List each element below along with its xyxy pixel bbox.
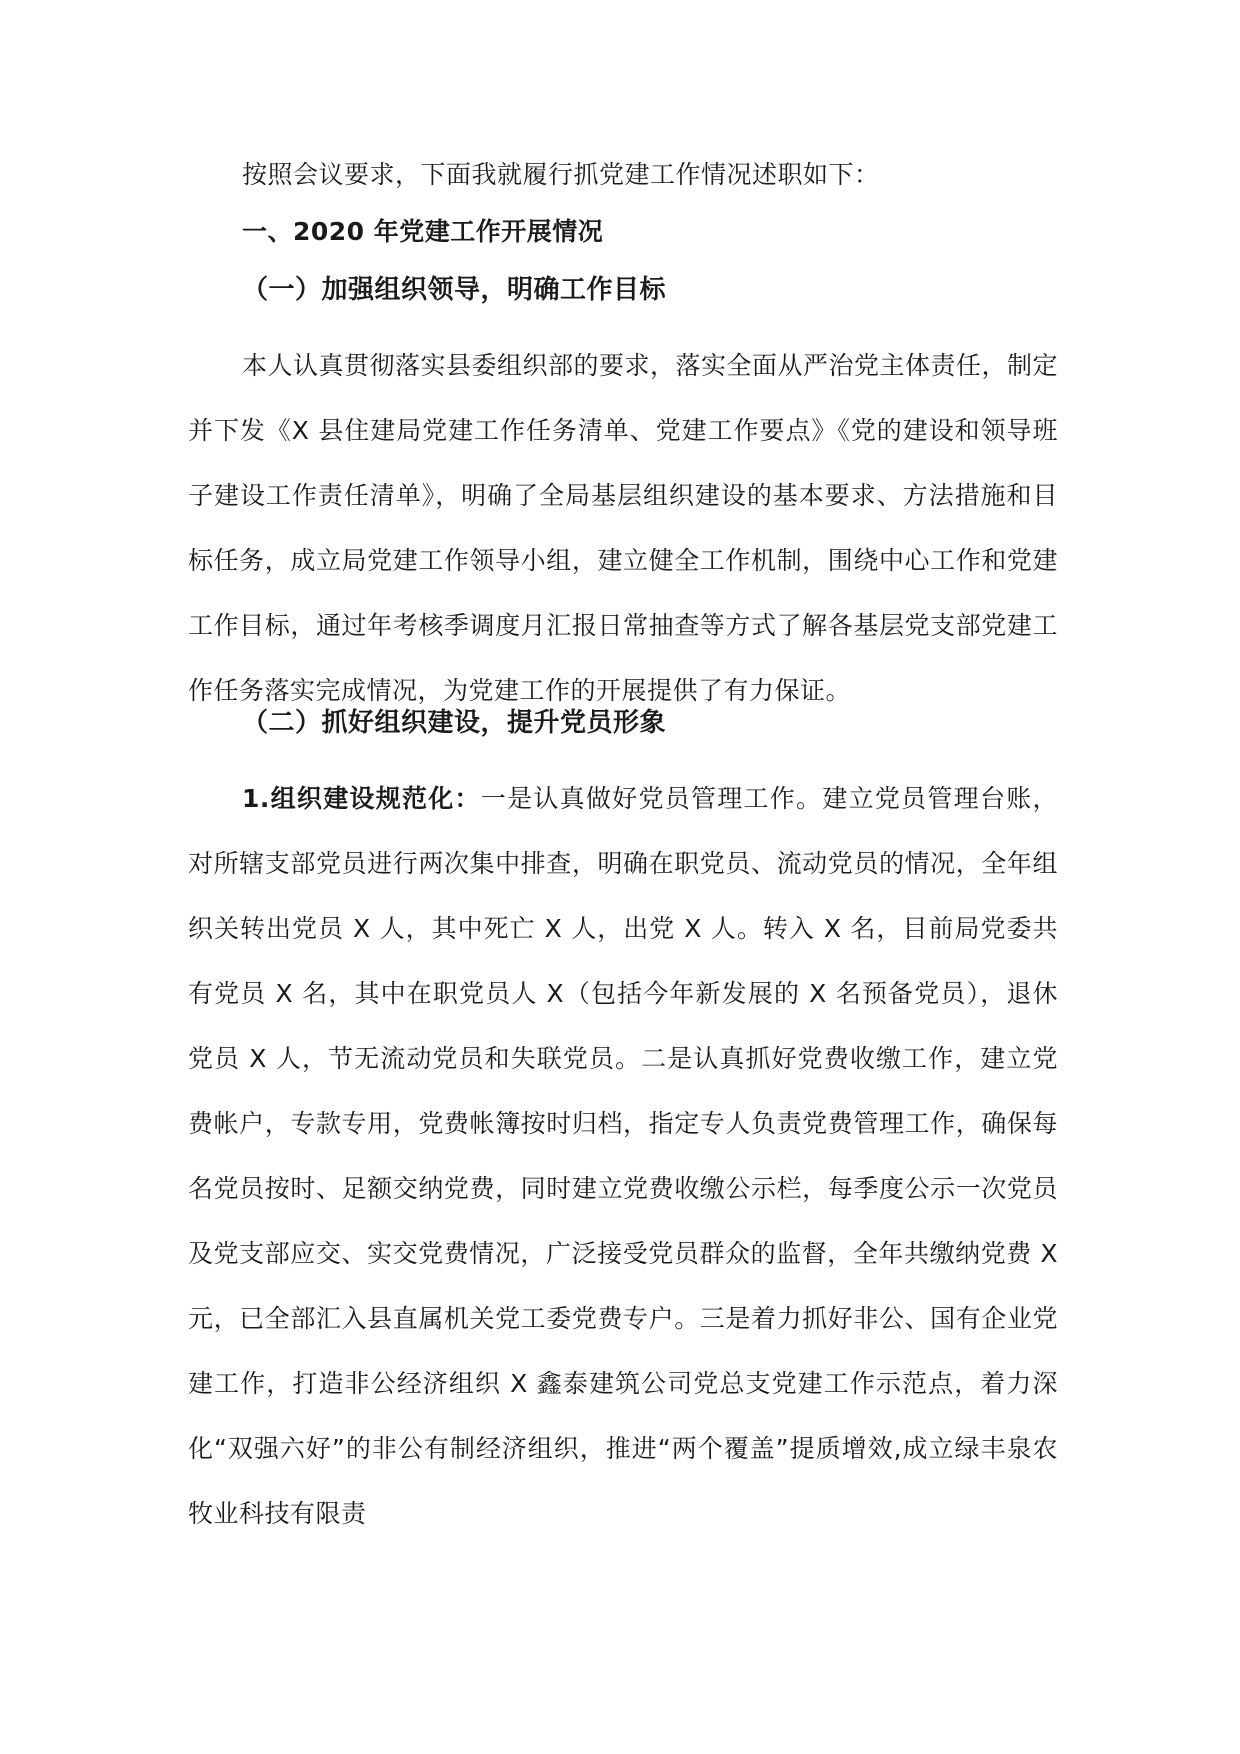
subsection-1-body: 本人认真贯彻落实县委组织部的要求，落实全面从严治党主体责任，制定并下发《X 县住建局党建工作任务清单、党建工作要点》《党的建设和领导班子建设工作责任清单》，明确了全局基层组织建设的基本要求、方法措施和目标任务，成立局党建工作领导小组，建立健全工作机制，围绕中心工作和党建工作目标，通过年考核季调度月汇报日常抽查等方式了解各基层党支部党建工作任务落实完成情况，为党建工作的开展提供了有力保证。 <box>188 351 1059 705</box>
item-1-body: 一是认真做好党员管理工作。建立党员管理台账，对所辖支部党员进行两次集中排查，明确在职党员、流动党员的情况，全年组织关转出党员 X 人，其中死亡 X 人，出党 X 人。转入 X 名，目前局党委共有党员 X 名，其中在职党员人 X（包括今年新发展的 X 名预备党员），退休党员 X 人，节无流动党员和失联党员。二是认真抓好党费收缴工作，建立党费帐户，专款专用，党费帐簿按时归档，指定专人负责党费管理工作，确保每名党员按时、足额交纳党费，同时建立党费收缴公示栏，每季度公示一次党员及党支部应交、实交党费情况，广泛接受党员群众的监督，全年共缴纳党费 X 元，已全部汇入县直属机关党工委党费专户。三是着力抓好非公、国有企业党建工作，打造非公经济组织 X 鑫泰建筑公司党总支党建工作示范点，着力深化“双强六好”的非公有制经济组织，推进“两个覆盖”提质增效,成立绿丰泉农牧业科技有限责 <box>188 784 1058 1528</box>
item-1-lead: 1.组织建设规范化： <box>242 784 481 813</box>
intro-paragraph: 按照会议要求，下面我就履行抓党建工作情况述职如下： <box>242 160 880 189</box>
item-1-paragraph <box>188 766 1058 1546</box>
section-heading: 一、2020 年党建工作开展情况 <box>242 217 604 246</box>
subsection-heading-2: （二）抓好组织建设，提升党员形象 <box>242 708 667 738</box>
subsection-heading-1: （一）加强组织领导，明确工作目标 <box>242 275 667 305</box>
